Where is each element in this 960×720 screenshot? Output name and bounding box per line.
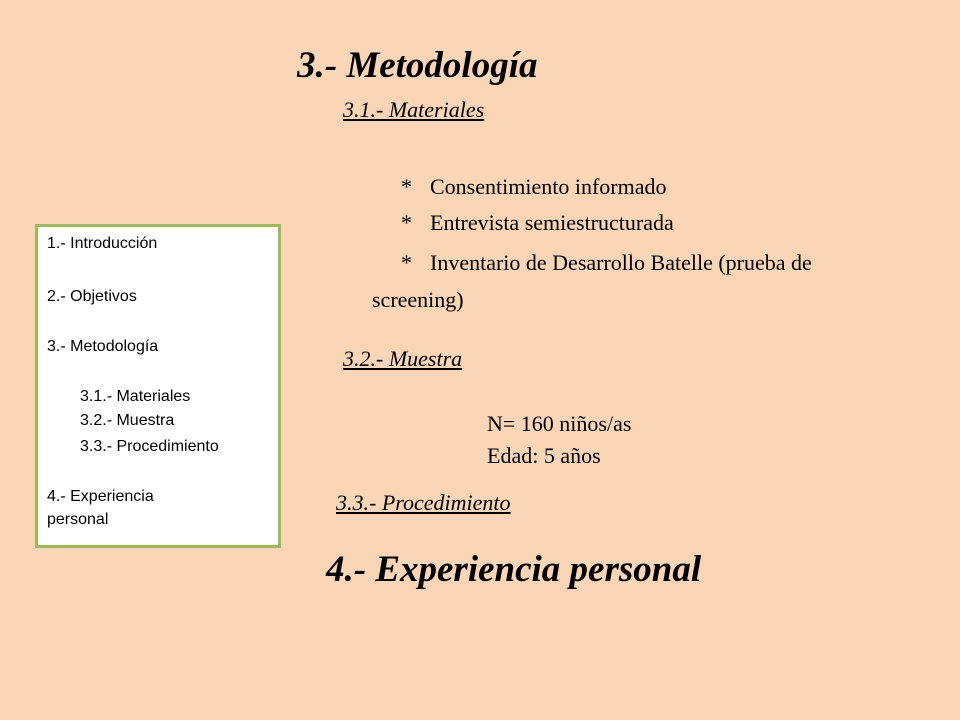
toc-item-procedimiento: 3.3.- Procedimiento: [80, 438, 219, 455]
toc-item-objetivos: 2.- Objetivos: [47, 288, 137, 305]
subsection-muestra: 3.2.- Muestra: [343, 346, 463, 371]
toc-item-materiales: 3.1.- Materiales: [80, 388, 191, 405]
bullet-text: Consentimiento informado: [430, 174, 667, 199]
bullet-marker: *: [401, 250, 412, 275]
bullet-marker: *: [401, 174, 412, 199]
bullet-item: [372, 250, 812, 276]
subsection-procedimiento: 3.3.- Procedimiento: [336, 490, 511, 515]
bullet-text-continuation: screening): [372, 287, 464, 312]
sample-size: N= 160 niños/as: [487, 411, 632, 436]
toc-item-experiencia-cont: personal: [47, 511, 109, 528]
sample-age: Edad: 5 años: [487, 443, 601, 468]
toc-item-introduccion: 1.- Introducción: [47, 235, 158, 252]
toc-item-metodologia: 3.- Metodología: [47, 338, 159, 355]
toc-item-muestra: 3.2.- Muestra: [80, 412, 175, 429]
bullet-item: [372, 174, 666, 200]
table-of-contents: [35, 224, 281, 548]
toc-item-experiencia: 4.- Experiencia: [47, 488, 154, 505]
subsection-materiales: 3.1.- Materiales: [343, 97, 485, 122]
section-title-experiencia: 4.- Experiencia personal: [326, 549, 702, 590]
bullet-text: Entrevista semiestructurada: [430, 210, 674, 235]
bullet-marker: *: [401, 210, 412, 235]
section-title-metodologia: 3.- Metodología: [297, 45, 538, 86]
bullet-text: Inventario de Desarrollo Batelle (prueba de: [430, 250, 812, 275]
bullet-item: [372, 210, 674, 236]
